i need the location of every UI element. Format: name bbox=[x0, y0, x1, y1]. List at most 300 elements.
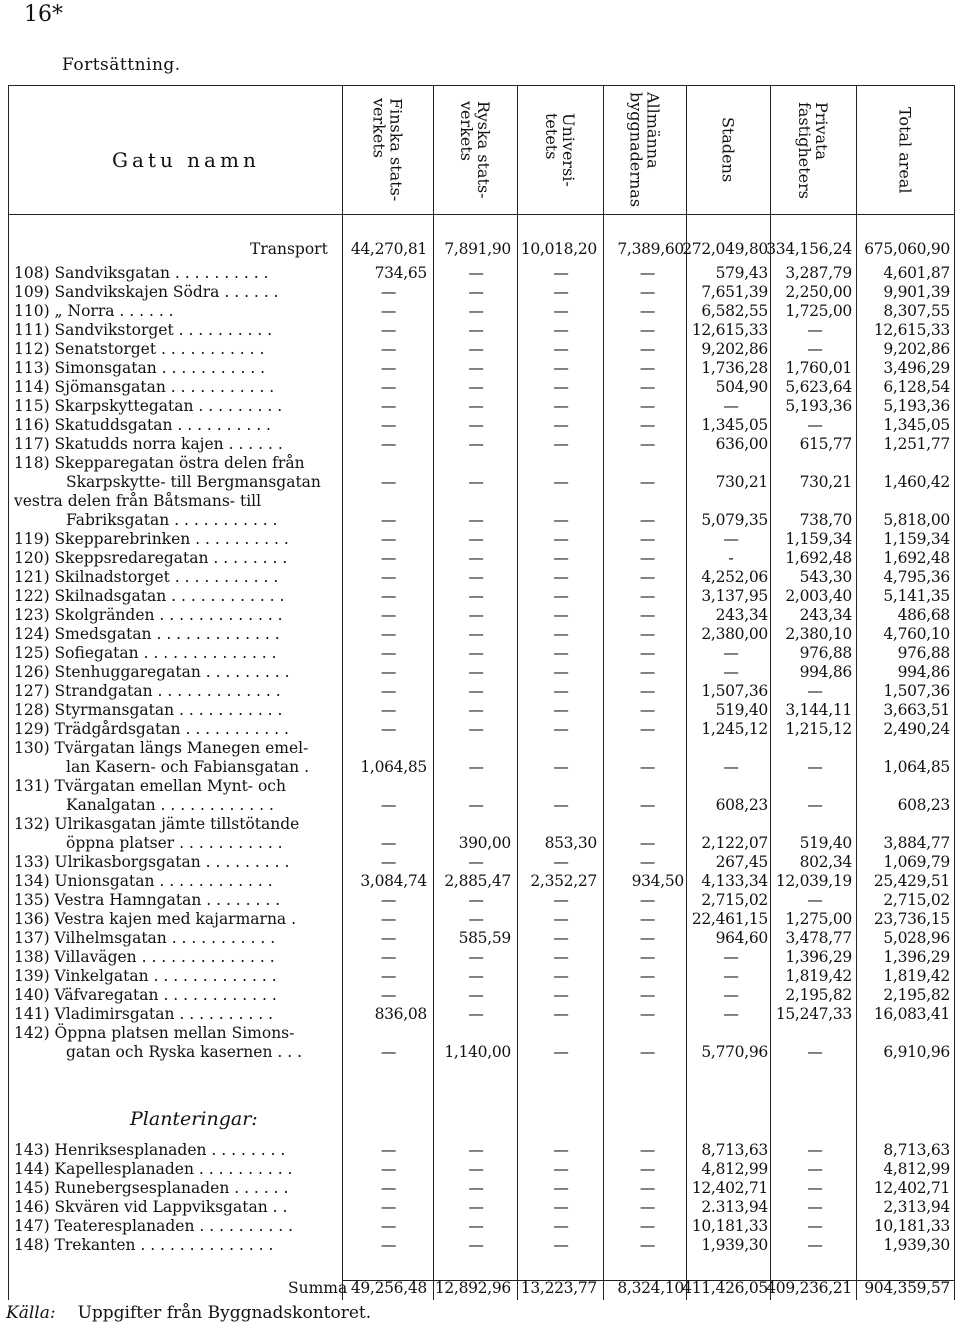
cell-value: — bbox=[553, 1179, 569, 1197]
cell-value: 16,083,41 bbox=[873, 1005, 950, 1023]
cell-value: 934,50 bbox=[631, 872, 684, 890]
table-row bbox=[0, 777, 960, 814]
cell-value: 8,713,63 bbox=[883, 1141, 950, 1159]
cell-value: 22,461,15 bbox=[691, 910, 768, 928]
cell-value: — bbox=[639, 511, 656, 529]
cell-value: — bbox=[380, 663, 397, 681]
cell-value: — bbox=[553, 910, 569, 928]
cell-value: — bbox=[639, 1179, 656, 1197]
cell-value: 2,352,27 bbox=[530, 872, 597, 890]
cell-value: — bbox=[380, 682, 397, 700]
cell-value: 1,245,12 bbox=[701, 720, 768, 738]
cell-value: — bbox=[639, 663, 656, 681]
cell-value: 3,144,11 bbox=[785, 701, 852, 719]
cell-value: — bbox=[468, 1160, 484, 1178]
column-header bbox=[770, 90, 856, 210]
cell-value: 23,736,15 bbox=[873, 910, 950, 928]
cell-value: — bbox=[380, 891, 397, 909]
cell-value: — bbox=[553, 435, 569, 453]
cell-value: 243,34 bbox=[799, 606, 852, 624]
cell-value: — bbox=[723, 967, 739, 985]
cell-value: 4,760,10 bbox=[883, 625, 950, 643]
table-row bbox=[0, 378, 960, 397]
street-name: 143) Henriksesplanaden . . . . . . . . bbox=[14, 1141, 286, 1159]
cell-value: — bbox=[468, 682, 484, 700]
table-row bbox=[0, 986, 960, 1005]
cell-value: 3,287,79 bbox=[785, 264, 852, 282]
table-row bbox=[0, 739, 960, 776]
cell-value: 1,939,30 bbox=[701, 1236, 768, 1254]
cell-value: — bbox=[639, 397, 656, 415]
table-row bbox=[0, 929, 960, 948]
table-row bbox=[0, 1141, 960, 1160]
cell-value: — bbox=[639, 701, 656, 719]
cell-value: — bbox=[380, 378, 397, 396]
street-name: 119) Skepparebrinken . . . . . . . . . . bbox=[14, 530, 289, 548]
cell-value: 243,34 bbox=[715, 606, 768, 624]
continuation-note: Fortsättning. bbox=[62, 55, 181, 75]
column-header-label: Universi- tetets bbox=[542, 113, 578, 187]
cell-value: — bbox=[553, 891, 569, 909]
street-name: 116) Skatuddsgatan . . . . . . . . . . bbox=[14, 416, 271, 434]
cell-value: 976,88 bbox=[799, 644, 852, 662]
cell-value: — bbox=[380, 530, 397, 548]
table-row bbox=[0, 340, 960, 359]
cell-value: — bbox=[468, 796, 484, 814]
street-name: 138) Villavägen . . . . . . . . . . . . . . bbox=[14, 948, 275, 966]
cell-value: — bbox=[553, 1141, 569, 1159]
table-row bbox=[0, 1179, 960, 1198]
cell-value: 5,193,36 bbox=[785, 397, 852, 415]
table-row bbox=[0, 435, 960, 454]
cell-value: — bbox=[639, 1160, 656, 1178]
cell-value: — bbox=[553, 644, 569, 662]
cell-value: 1,345,05 bbox=[883, 416, 950, 434]
cell-value: 1,251,77 bbox=[883, 435, 950, 453]
cell-value: — bbox=[380, 511, 397, 529]
column-header-label: Ryska stats- verkets bbox=[457, 101, 493, 199]
page-number: 16* bbox=[24, 2, 63, 27]
cell-value: — bbox=[380, 549, 397, 567]
street-name: 118) Skepparegatan östra delen från bbox=[14, 454, 305, 472]
cell-value: 3,137,95 bbox=[701, 587, 768, 605]
cell-value: — bbox=[468, 568, 484, 586]
cell-value: — bbox=[639, 549, 656, 567]
cell-value: — bbox=[723, 986, 739, 1004]
cell-value: — bbox=[468, 1005, 484, 1023]
cell-value: — bbox=[468, 1236, 484, 1254]
cell-value: — bbox=[807, 1236, 823, 1254]
cell-value: 6,582,55 bbox=[701, 302, 768, 320]
cell-value: — bbox=[468, 359, 484, 377]
cell-value: — bbox=[468, 530, 484, 548]
cell-value: — bbox=[553, 986, 569, 1004]
street-name: 110) „ Norra . . . . . . bbox=[14, 302, 174, 320]
cell-value: — bbox=[380, 644, 397, 662]
table-row bbox=[0, 701, 960, 720]
cell-value: — bbox=[807, 758, 823, 776]
cell-value: 2,195,82 bbox=[785, 986, 852, 1004]
cell-value: 615,77 bbox=[799, 435, 852, 453]
column-header bbox=[686, 90, 770, 210]
cell-value: — bbox=[553, 701, 569, 719]
cell-value: 2,380,00 bbox=[701, 625, 768, 643]
cell-value: — bbox=[380, 1160, 397, 1178]
cell-value: — bbox=[468, 948, 484, 966]
cell-value: — bbox=[553, 321, 569, 339]
transport-line bbox=[0, 240, 960, 259]
column-header bbox=[603, 90, 686, 210]
cell-value: — bbox=[723, 663, 739, 681]
cell-value: 5,623,64 bbox=[785, 378, 852, 396]
cell-value: 411,426,05 bbox=[682, 1279, 768, 1297]
cell-value: 5,770,96 bbox=[701, 1043, 768, 1061]
column-header bbox=[517, 90, 603, 210]
cell-value: 964,60 bbox=[715, 929, 768, 947]
cell-value: — bbox=[807, 1043, 823, 1061]
cell-value: — bbox=[639, 302, 656, 320]
column-header bbox=[856, 90, 954, 210]
street-name: 127) Strandgatan . . . . . . . . . . . . . bbox=[14, 682, 281, 700]
cell-value: 12,892,96 bbox=[434, 1279, 511, 1297]
cell-value: — bbox=[468, 853, 484, 871]
cell-value: 6,910,96 bbox=[883, 1043, 950, 1061]
cell-value: 4,795,36 bbox=[883, 568, 950, 586]
street-name: gatan och Ryska kasernen . . . bbox=[66, 1043, 303, 1061]
cell-value: — bbox=[639, 530, 656, 548]
cell-value: 2,715,02 bbox=[701, 891, 768, 909]
table-row bbox=[0, 549, 960, 568]
cell-value: — bbox=[639, 473, 656, 491]
cell-value: 409,236,21 bbox=[766, 1279, 852, 1297]
cell-value: 2,250,00 bbox=[785, 283, 852, 301]
cell-value: — bbox=[807, 796, 823, 814]
cell-value: 12,615,33 bbox=[691, 321, 768, 339]
cell-value: — bbox=[380, 625, 397, 643]
cell-value: 1,819,42 bbox=[883, 967, 950, 985]
street-name: 128) Styrmansgatan . . . . . . . . . . . bbox=[14, 701, 283, 719]
cell-value: — bbox=[639, 568, 656, 586]
street-name: 137) Vilhelmsgatan . . . . . . . . . . . bbox=[14, 929, 276, 947]
cell-value: — bbox=[468, 378, 484, 396]
cell-value: — bbox=[553, 568, 569, 586]
cell-value: — bbox=[468, 986, 484, 1004]
cell-value: 49,256,48 bbox=[350, 1279, 427, 1297]
cell-value: 12,402,71 bbox=[691, 1179, 768, 1197]
cell-value: — bbox=[380, 1217, 397, 1235]
table-row bbox=[0, 264, 960, 283]
table-row bbox=[0, 606, 960, 625]
cell-value: 486,68 bbox=[897, 606, 950, 624]
table-row bbox=[0, 568, 960, 587]
table-row bbox=[0, 1024, 960, 1061]
street-name: 142) Öppna platsen mellan Simons- bbox=[14, 1024, 295, 1042]
cell-value: 976,88 bbox=[897, 644, 950, 662]
table-row bbox=[0, 359, 960, 378]
street-name: 122) Skilnadsgatan . . . . . . . . . . . . bbox=[14, 587, 285, 605]
cell-value: — bbox=[380, 834, 397, 852]
cell-value: — bbox=[639, 1043, 656, 1061]
cell-value: — bbox=[807, 682, 823, 700]
cell-value: — bbox=[639, 321, 656, 339]
cell-value: — bbox=[380, 1179, 397, 1197]
cell-value: — bbox=[468, 1217, 484, 1235]
street-name: 111) Sandvikstorget . . . . . . . . . . bbox=[14, 321, 273, 339]
cell-value: 267,45 bbox=[715, 853, 768, 871]
cell-value: — bbox=[639, 359, 656, 377]
cell-value: — bbox=[380, 606, 397, 624]
cell-value: — bbox=[639, 1217, 656, 1235]
cell-value: — bbox=[553, 264, 569, 282]
cell-value: — bbox=[639, 929, 656, 947]
cell-value: 3,663,51 bbox=[883, 701, 950, 719]
cell-value: 10,181,33 bbox=[691, 1217, 768, 1235]
cell-value: 994,86 bbox=[799, 663, 852, 681]
cell-value: — bbox=[639, 587, 656, 605]
cell-value: 608,23 bbox=[897, 796, 950, 814]
cell-value: 1,275,00 bbox=[785, 910, 852, 928]
cell-value: — bbox=[380, 473, 397, 491]
cell-value: 6,128,54 bbox=[883, 378, 950, 396]
cell-value: — bbox=[468, 473, 484, 491]
cell-value: 8,713,63 bbox=[701, 1141, 768, 1159]
cell-value: — bbox=[639, 264, 656, 282]
cell-value: — bbox=[639, 1236, 656, 1254]
cell-value: 5,193,36 bbox=[883, 397, 950, 415]
summa-label: Summa bbox=[288, 1279, 348, 1297]
cell-value: — bbox=[468, 435, 484, 453]
cell-value: — bbox=[380, 568, 397, 586]
table-row bbox=[0, 1236, 960, 1255]
cell-value: — bbox=[553, 948, 569, 966]
cell-value: — bbox=[380, 1198, 397, 1216]
table-row bbox=[0, 454, 960, 491]
cell-value: 25,429,51 bbox=[873, 872, 950, 890]
cell-value: — bbox=[380, 302, 397, 320]
cell-value: — bbox=[380, 929, 397, 947]
table-row bbox=[0, 663, 960, 682]
table-row bbox=[0, 492, 960, 529]
street-name: Skarpskytte- till Bergmansgatan bbox=[66, 473, 321, 491]
street-name: 131) Tvärgatan emellan Mynt- och bbox=[14, 777, 286, 795]
cell-value: 12,615,33 bbox=[873, 321, 950, 339]
cell-value: — bbox=[553, 1198, 569, 1216]
cell-value: 5,028,96 bbox=[883, 929, 950, 947]
cell-value: — bbox=[553, 1236, 569, 1254]
cell-value: — bbox=[468, 340, 484, 358]
cell-value: — bbox=[468, 587, 484, 605]
cell-value: 7,651,39 bbox=[701, 283, 768, 301]
cell-value: — bbox=[639, 948, 656, 966]
cell-value: — bbox=[380, 587, 397, 605]
cell-value: — bbox=[639, 758, 656, 776]
cell-value: — bbox=[639, 378, 656, 396]
cell-value: — bbox=[553, 758, 569, 776]
street-name: 121) Skilnadstorget . . . . . . . . . . . bbox=[14, 568, 279, 586]
cell-value: 504,90 bbox=[715, 378, 768, 396]
street-name: 147) Teateresplanaden . . . . . . . . . . bbox=[14, 1217, 294, 1235]
column-header-label: Finska stats- verkets bbox=[369, 98, 406, 202]
cell-value: 3,884,77 bbox=[883, 834, 950, 852]
cell-value: — bbox=[553, 302, 569, 320]
street-name: 141) Vladimirsgatan . . . . . . . . . . bbox=[14, 1005, 274, 1023]
cell-value: — bbox=[468, 549, 484, 567]
table-row bbox=[0, 720, 960, 739]
cell-value: — bbox=[639, 720, 656, 738]
source-text: Uppgifter från Byggnadskontoret. bbox=[77, 1303, 372, 1323]
street-name: 117) Skatudds norra kajen . . . . . . bbox=[14, 435, 283, 453]
street-name: 133) Ulrikasborgsgatan . . . . . . . . . bbox=[14, 853, 290, 871]
street-name: 124) Smedsgatan . . . . . . . . . . . . . bbox=[14, 625, 280, 643]
cell-value: — bbox=[639, 606, 656, 624]
street-name: 140) Väfvaregatan . . . . . . . . . . . . bbox=[14, 986, 277, 1004]
cell-value: 5,079,35 bbox=[701, 511, 768, 529]
cell-value: 1,507,36 bbox=[701, 682, 768, 700]
cell-value: 3,478,77 bbox=[785, 929, 852, 947]
cell-value: 519,40 bbox=[799, 834, 852, 852]
cell-value: — bbox=[468, 302, 484, 320]
street-name: 120) Skeppsredaregatan . . . . . . . . bbox=[14, 549, 288, 567]
street-name-header: Gatu namn bbox=[112, 148, 260, 172]
cell-value: — bbox=[380, 967, 397, 985]
street-name: 145) Runebergsesplanaden . . . . . . bbox=[14, 1179, 289, 1197]
cell-value: — bbox=[380, 1236, 397, 1254]
cell-value: — bbox=[723, 397, 739, 415]
section-title: Planteringar: bbox=[130, 1108, 258, 1130]
cell-value: — bbox=[553, 853, 569, 871]
cell-value: — bbox=[380, 340, 397, 358]
cell-value: — bbox=[639, 1198, 656, 1216]
cell-value: 2,003,40 bbox=[785, 587, 852, 605]
header-top-rule bbox=[8, 85, 954, 86]
table-row bbox=[0, 948, 960, 967]
column-header-label: Stadens bbox=[718, 117, 738, 183]
cell-value: — bbox=[553, 530, 569, 548]
cell-value: — bbox=[553, 511, 569, 529]
table-row bbox=[0, 644, 960, 663]
cell-value: — bbox=[468, 625, 484, 643]
cell-value: 15,247,33 bbox=[775, 1005, 852, 1023]
cell-value: 2.313,94 bbox=[701, 1198, 768, 1216]
table-row bbox=[0, 815, 960, 852]
street-name: 115) Skarpskyttegatan . . . . . . . . . bbox=[14, 397, 283, 415]
cell-value: 1,460,42 bbox=[883, 473, 950, 491]
table-row bbox=[0, 1217, 960, 1236]
cell-value: 1,159,34 bbox=[883, 530, 950, 548]
cell-value: — bbox=[807, 1179, 823, 1197]
cell-value: 734,65 bbox=[374, 264, 427, 282]
table-row bbox=[0, 416, 960, 435]
street-name: 144) Kapellesplanaden . . . . . . . . . . bbox=[14, 1160, 293, 1178]
cell-value: — bbox=[553, 549, 569, 567]
column-header-label: Total areal bbox=[895, 106, 915, 194]
cell-value: — bbox=[553, 682, 569, 700]
cell-value: — bbox=[468, 758, 484, 776]
cell-value: 1,939,30 bbox=[883, 1236, 950, 1254]
street-name: 135) Vestra Hamngatan . . . . . . . . bbox=[14, 891, 281, 909]
cell-value: 1,507,36 bbox=[883, 682, 950, 700]
cell-value: 12,039,19 bbox=[775, 872, 852, 890]
table-row bbox=[0, 587, 960, 606]
street-name: 146) Skvären vid Lappviksgatan . . bbox=[14, 1198, 288, 1216]
table-row bbox=[0, 891, 960, 910]
cell-value: 904,359,57 bbox=[864, 1279, 950, 1297]
cell-value: — bbox=[639, 682, 656, 700]
cell-value: 8,324,10 bbox=[617, 1279, 684, 1297]
street-name: 132) Ulrikasgatan jämte tillstötande bbox=[14, 815, 300, 833]
column-header-label: Allmänna byggnadernas bbox=[626, 92, 663, 208]
street-name: öppna platser . . . . . . . . . . . bbox=[66, 834, 283, 852]
street-name: 130) Tvärgatan längs Manegen emel- bbox=[14, 739, 309, 757]
cell-value: 579,43 bbox=[715, 264, 768, 282]
cell-value: 3,084,74 bbox=[360, 872, 427, 890]
cell-value: 636,00 bbox=[715, 435, 768, 453]
cell-value: 10,181,33 bbox=[873, 1217, 950, 1235]
street-name: 113) Simonsgatan . . . . . . . . . . . bbox=[14, 359, 266, 377]
cell-value: 4,601,87 bbox=[883, 264, 950, 282]
column-header bbox=[342, 90, 433, 210]
cell-value: 1,736,28 bbox=[701, 359, 768, 377]
cell-value: — bbox=[723, 758, 739, 776]
street-name: vestra delen från Båtsmans- till bbox=[14, 492, 262, 510]
cell-value: 730,21 bbox=[799, 473, 852, 491]
cell-value: 10,018,20 bbox=[520, 240, 597, 258]
street-name: 114) Sjömansgatan . . . . . . . . . . . bbox=[14, 378, 275, 396]
cell-value: — bbox=[380, 416, 397, 434]
cell-value: — bbox=[553, 663, 569, 681]
table-row bbox=[0, 283, 960, 302]
cell-value: — bbox=[553, 1043, 569, 1061]
transport-label: Transport bbox=[250, 240, 328, 258]
cell-value: — bbox=[468, 397, 484, 415]
street-name: lan Kasern- och Fabiansgatan . bbox=[66, 758, 310, 776]
cell-value: 608,23 bbox=[715, 796, 768, 814]
cell-value: — bbox=[468, 891, 484, 909]
street-name: 108) Sandviksgatan . . . . . . . . . . bbox=[14, 264, 269, 282]
cell-value: — bbox=[553, 606, 569, 624]
cell-value: - bbox=[728, 549, 734, 567]
cell-value: 8,307,55 bbox=[883, 302, 950, 320]
cell-value: — bbox=[380, 720, 397, 738]
street-name: 134) Unionsgatan . . . . . . . . . . . . bbox=[14, 872, 273, 890]
cell-value: 836,08 bbox=[374, 1005, 427, 1023]
cell-value: — bbox=[553, 796, 569, 814]
cell-value: 1,064,85 bbox=[883, 758, 950, 776]
cell-value: — bbox=[807, 1198, 823, 1216]
cell-value: 9,202,86 bbox=[701, 340, 768, 358]
cell-value: 1,396,29 bbox=[883, 948, 950, 966]
cell-value: — bbox=[468, 701, 484, 719]
cell-value: — bbox=[468, 283, 484, 301]
table-row bbox=[0, 967, 960, 986]
cell-value: 994,86 bbox=[897, 663, 950, 681]
source-note bbox=[6, 1303, 371, 1323]
cell-value: 2,490,24 bbox=[883, 720, 950, 738]
cell-value: — bbox=[639, 1141, 656, 1159]
cell-value: 585,59 bbox=[458, 929, 511, 947]
cell-value: 1,725,00 bbox=[785, 302, 852, 320]
cell-value: — bbox=[380, 853, 397, 871]
cell-value: — bbox=[639, 416, 656, 434]
table-row bbox=[0, 302, 960, 321]
table-row bbox=[0, 872, 960, 891]
cell-value: — bbox=[468, 264, 484, 282]
cell-value: — bbox=[380, 948, 397, 966]
cell-value: — bbox=[723, 644, 739, 662]
cell-value: — bbox=[468, 663, 484, 681]
cell-value: 2,715,02 bbox=[883, 891, 950, 909]
cell-value: — bbox=[468, 511, 484, 529]
